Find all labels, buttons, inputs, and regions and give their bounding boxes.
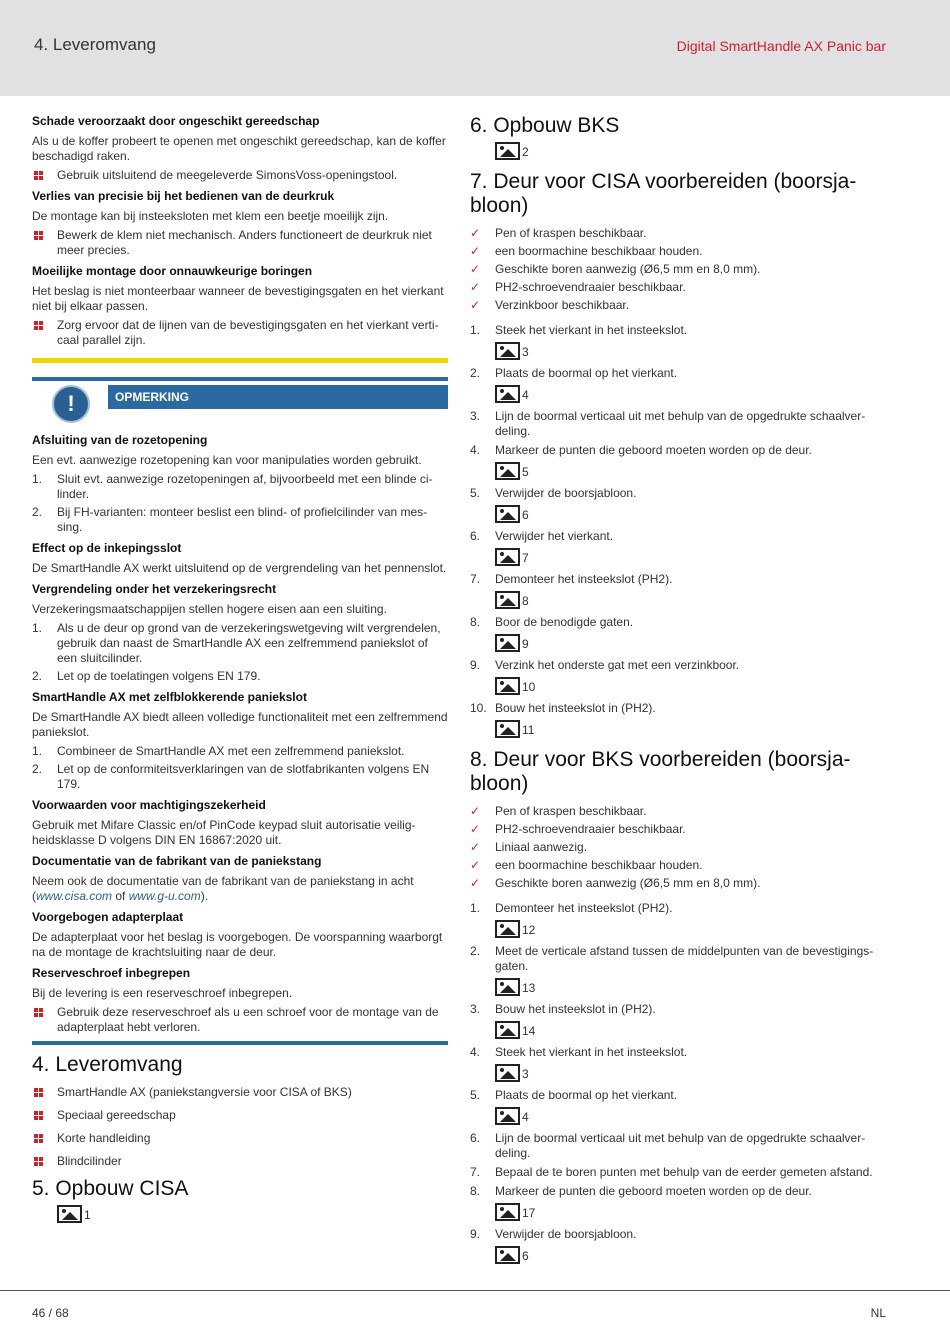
warning-text: De montage kan bij insteeksloten met klem een beetje moeilijk zijn.	[32, 209, 389, 223]
image-icon	[495, 978, 520, 996]
step-text: Meet de verticale afstand tussen de middelpunten van de bevestigingsgaten.	[495, 944, 874, 973]
image-reference: 17	[495, 1203, 890, 1221]
exclamation-icon: !	[52, 385, 90, 423]
step-number: 7.	[470, 1165, 481, 1179]
language-code: NL	[870, 1306, 886, 1320]
image-icon	[495, 677, 520, 695]
section-title: 8. Deur voor BKS voorbereiden (boorsjabloon)	[470, 748, 851, 795]
note-header	[32, 381, 448, 427]
step-item	[470, 409, 890, 439]
list-item: 1. Combineer de SmartHandle AX met een zelfremmend paniekslot.	[32, 744, 405, 758]
image-reference: 14	[495, 1021, 890, 1039]
steps-list	[470, 323, 890, 738]
image-icon	[495, 634, 520, 652]
list-item: ✓ een boormachine beschikbaar houden.	[470, 858, 703, 872]
warning-title: Moeilijke montage door onnauwkeurige boringen	[32, 264, 313, 278]
warning-title: Verlies van precisie bij het bedienen van de deurkruk	[32, 189, 335, 203]
page-number: 46 / 68	[32, 1306, 69, 1320]
step-number: 1.	[470, 901, 481, 915]
list-item: ✓ PH2-schroevendraaier beschikbaar.	[470, 280, 686, 294]
image-reference: 3	[495, 342, 890, 360]
section-title: 5. Opbouw CISA	[32, 1177, 189, 1200]
gu-link[interactable]: www.g-u.com	[128, 889, 201, 903]
note-title: Voorgebogen adapterplaat	[32, 910, 184, 924]
step-item	[470, 443, 890, 458]
list-item: ✓ PH2-schroevendraaier beschikbaar.	[470, 822, 686, 836]
step-number: 3.	[470, 1002, 481, 1016]
step-text: Verwijder de boorsjabloon.	[495, 1227, 637, 1241]
image-icon	[495, 591, 520, 609]
step-text: Demonteer het insteekslot (PH2).	[495, 901, 673, 915]
check-icon: ✓	[470, 280, 481, 294]
image-icon	[57, 1205, 82, 1223]
image-icon	[495, 720, 520, 738]
image-reference: 1	[57, 1205, 448, 1223]
step-text: Verwijder het vierkant.	[495, 529, 614, 543]
section-title: 7. Deur voor CISA voorbereiden (boorsjabloon)	[470, 170, 857, 217]
list-item: ✓ Liniaal aanwezig.	[470, 840, 588, 854]
note-label: OPMERKING	[108, 385, 448, 409]
step-item	[470, 366, 890, 381]
warning-text: Als u de koffer probeert te openen met ongeschikt gereedschap, kan de koffer beschadigd raken.	[32, 134, 446, 163]
image-icon	[495, 142, 520, 160]
list-item: Gebruik deze reserveschroef als u een schroef voor de montage van de adapterplaat hebt verloren.	[32, 1005, 448, 1035]
cisa-link[interactable]: www.cisa.com	[36, 889, 113, 903]
note-text: Een evt. aanwezige rozetopening kan voor manipulaties worden gebruikt.	[32, 453, 422, 467]
list-item: Korte handleiding	[32, 1131, 448, 1146]
list-item: ✓ Geschikte boren aanwezig (Ø6,5 mm en 8,0 mm).	[470, 876, 761, 890]
bullet-icon	[34, 1157, 43, 1166]
image-reference: 4	[495, 1107, 890, 1125]
step-number: 5.	[470, 486, 481, 500]
image-reference: 2	[495, 142, 890, 160]
note-text: Gebruik met Mifare Classic en/of PinCode keypad sluit autorisatie veiligheidsklasse D volgens DIN EN 16867:2020 uit.	[32, 818, 416, 847]
image-reference: 8	[495, 591, 890, 609]
page-header	[0, 0, 950, 96]
step-item	[470, 1002, 890, 1017]
step-item	[470, 529, 890, 544]
bullet-icon	[34, 1134, 43, 1143]
image-icon	[495, 548, 520, 566]
note-text: De adapterplaat voor het beslag is voorgebogen. De voorspanning waarborgt na de montage de krachtsluiting naar de deur.	[32, 930, 443, 959]
check-icon: ✓	[470, 822, 481, 836]
bullet-icon	[34, 1088, 43, 1097]
image-icon	[495, 1107, 520, 1125]
note-text: Bij de levering is een reserveschroef inbegrepen.	[32, 986, 293, 1000]
list-item: ✓ Pen of kraspen beschikbaar.	[470, 804, 647, 818]
check-icon: ✓	[470, 858, 481, 872]
list-item: 2. Let op de conformiteitsverklaringen van de slotfabrikanten volgens EN 179.	[32, 762, 430, 791]
step-text: Bouw het insteekslot in (PH2).	[495, 1002, 656, 1016]
requirements-list	[470, 226, 890, 313]
note-text: Neem ook de documentatie van de fabrikant van de paniekstang in acht (www.cisa.com of www.g-u.com).	[32, 874, 414, 903]
list-item: Bewerk de klem niet mechanisch. Anders functioneert de deurkruk niet meer precies.	[32, 228, 448, 258]
bullet-icon	[34, 1008, 43, 1017]
step-number: 2.	[470, 366, 481, 380]
image-reference: 4	[495, 385, 890, 403]
note-title: Documentatie van de fabrikant van de paniekstang	[32, 854, 322, 868]
image-icon	[495, 342, 520, 360]
list-item: ✓ Geschikte boren aanwezig (Ø6,5 mm en 8,0 mm).	[470, 262, 761, 276]
step-number: 9.	[470, 658, 481, 672]
check-icon: ✓	[470, 804, 481, 818]
steps-list	[470, 901, 890, 1264]
step-number: 2.	[470, 944, 481, 958]
step-text: Plaats de boormal op het vierkant.	[495, 1088, 678, 1102]
note-title: Vergrendeling onder het verzekeringsrecht	[32, 582, 277, 596]
note-end-divider	[32, 1041, 448, 1045]
step-text: Boor de benodigde gaten.	[495, 615, 634, 629]
step-item	[470, 1131, 890, 1161]
list-item: ✓ Pen of kraspen beschikbaar.	[470, 226, 647, 240]
step-number: 4.	[470, 1045, 481, 1059]
image-reference: 9	[495, 634, 890, 652]
step-item	[470, 323, 890, 338]
step-number: 10.	[470, 701, 487, 715]
note-title: Afsluiting van de rozetopening	[32, 433, 208, 447]
list-item: SmartHandle AX (paniekstangversie voor CISA of BKS)	[32, 1085, 448, 1100]
step-text: Bouw het insteekslot in (PH2).	[495, 701, 656, 715]
section-title: 6. Opbouw BKS	[470, 114, 620, 137]
image-icon	[495, 1203, 520, 1221]
note-text: De SmartHandle AX werkt uitsluitend op de vergrendeling van het pennenslot.	[32, 561, 447, 575]
note-text: Verzekeringsmaatschappijen stellen hogere eisen aan een sluiting.	[32, 602, 387, 616]
step-text: Bepaal de te boren punten met behulp van de eerder gemeten afstand.	[495, 1165, 873, 1179]
image-icon	[495, 1246, 520, 1264]
left-column	[32, 112, 448, 1229]
image-icon	[495, 1064, 520, 1082]
step-number: 4.	[470, 443, 481, 457]
step-number: 8.	[470, 1184, 481, 1198]
list-item: Gebruik uitsluitend de meegeleverde SimonsVoss-openingstool.	[32, 168, 448, 183]
bullet-icon	[34, 321, 43, 330]
list-item: Speciaal gereedschap	[32, 1108, 448, 1123]
step-text: Verzink het onderste gat met een verzinkboor.	[495, 658, 740, 672]
list-item: 2. Bij FH-varianten: monteer beslist een blind- of profielcilinder van messing.	[32, 505, 428, 534]
bullet-icon	[34, 1111, 43, 1120]
step-text: Steek het vierkant in het insteekslot.	[495, 323, 688, 337]
note-title: Voorwaarden voor machtigingszekerheid	[32, 798, 266, 812]
note-title: Effect op de inkepingsslot	[32, 541, 182, 555]
step-number: 5.	[470, 1088, 481, 1102]
image-icon	[495, 505, 520, 523]
step-item	[470, 1045, 890, 1060]
check-icon: ✓	[470, 244, 481, 258]
list-item: Blindcilinder	[32, 1154, 448, 1169]
check-icon: ✓	[470, 298, 481, 312]
list-item: 1. Als u de deur op grond van de verzekeringswetgeving wilt vergrendelen, gebruik dan naast de SmartHandle AX een zelfremmend paniekslot of een sluitcilinder.	[32, 621, 441, 665]
step-number: 6.	[470, 1131, 481, 1145]
image-reference: 6	[495, 1246, 890, 1264]
step-number: 7.	[470, 572, 481, 586]
list-item: 2. Let op de toelatingen volgens EN 179.	[32, 669, 261, 683]
step-text: Plaats de boormal op het vierkant.	[495, 366, 678, 380]
image-icon	[495, 1021, 520, 1039]
step-item	[470, 1184, 890, 1199]
step-item	[470, 1227, 890, 1242]
step-item	[470, 901, 890, 916]
check-icon: ✓	[470, 840, 481, 854]
image-reference: 13	[495, 978, 890, 996]
image-reference: 3	[495, 1064, 890, 1082]
step-number: 9.	[470, 1227, 481, 1241]
step-item	[470, 615, 890, 630]
step-text: Markeer de punten die geboord moeten worden op de deur.	[495, 443, 812, 457]
step-text: Lijn de boormal verticaal uit met behulp van de opgedrukte schaalverdeling.	[495, 1131, 866, 1160]
image-reference: 12	[495, 920, 890, 938]
image-icon	[495, 920, 520, 938]
image-icon	[495, 462, 520, 480]
check-icon: ✓	[470, 876, 481, 890]
requirements-list	[470, 804, 890, 891]
note-title: Reserveschroef inbegrepen	[32, 966, 191, 980]
step-number: 3.	[470, 409, 481, 423]
list-item: ✓ Verzinkboor beschikbaar.	[470, 298, 630, 312]
step-text: Demonteer het insteekslot (PH2).	[495, 572, 673, 586]
step-item	[470, 486, 890, 501]
image-reference: 7	[495, 548, 890, 566]
check-icon: ✓	[470, 226, 481, 240]
step-item	[470, 944, 890, 974]
product-name: Digital SmartHandle AX Panic bar	[676, 38, 886, 54]
image-reference: 5	[495, 462, 890, 480]
step-number: 1.	[470, 323, 481, 337]
step-text: Verwijder de boorsjabloon.	[495, 486, 637, 500]
bullet-icon	[34, 171, 43, 180]
step-text: Markeer de punten die geboord moeten worden op de deur.	[495, 1184, 812, 1198]
chapter-title: 4. Leveromvang	[34, 35, 156, 54]
warning-end-divider	[32, 358, 448, 363]
step-number: 6.	[470, 529, 481, 543]
note-text: De SmartHandle AX biedt alleen volledige functionaliteit met een zelfremmend paniekslot.	[32, 710, 448, 739]
image-reference: 10	[495, 677, 890, 695]
step-item	[470, 572, 890, 587]
check-icon: ✓	[470, 262, 481, 276]
bullet-icon	[34, 231, 43, 240]
warning-title: Schade veroorzaakt door ongeschikt gereedschap	[32, 114, 320, 128]
step-number: 8.	[470, 615, 481, 629]
warning-text: Het beslag is niet monteerbaar wanneer de bevestigingsgaten en het vierkant niet bij elkaar passen.	[32, 284, 444, 313]
step-item	[470, 701, 890, 716]
step-text: Lijn de boormal verticaal uit met behulp van de opgedrukte schaalverdeling.	[495, 409, 866, 438]
note-title: SmartHandle AX met zelfblokkerende paniekslot	[32, 690, 307, 704]
right-column	[470, 114, 890, 1270]
image-icon	[495, 385, 520, 403]
image-reference: 6	[495, 505, 890, 523]
list-item: ✓ een boormachine beschikbaar houden.	[470, 244, 703, 258]
image-reference: 11	[495, 720, 890, 738]
step-item	[470, 1088, 890, 1103]
list-item: Zorg ervoor dat de lijnen van de bevestigingsgaten en het vierkant verticaal parallel zijn.	[32, 318, 448, 348]
step-item	[470, 1165, 890, 1180]
step-item	[470, 658, 890, 673]
step-text: Steek het vierkant in het insteekslot.	[495, 1045, 688, 1059]
list-item: 1. Sluit evt. aanwezige rozetopeningen af, bijvoorbeeld met een blinde cilinder.	[32, 472, 433, 501]
section-title: 4. Leveromvang	[32, 1053, 183, 1076]
footer-divider	[0, 1290, 950, 1291]
